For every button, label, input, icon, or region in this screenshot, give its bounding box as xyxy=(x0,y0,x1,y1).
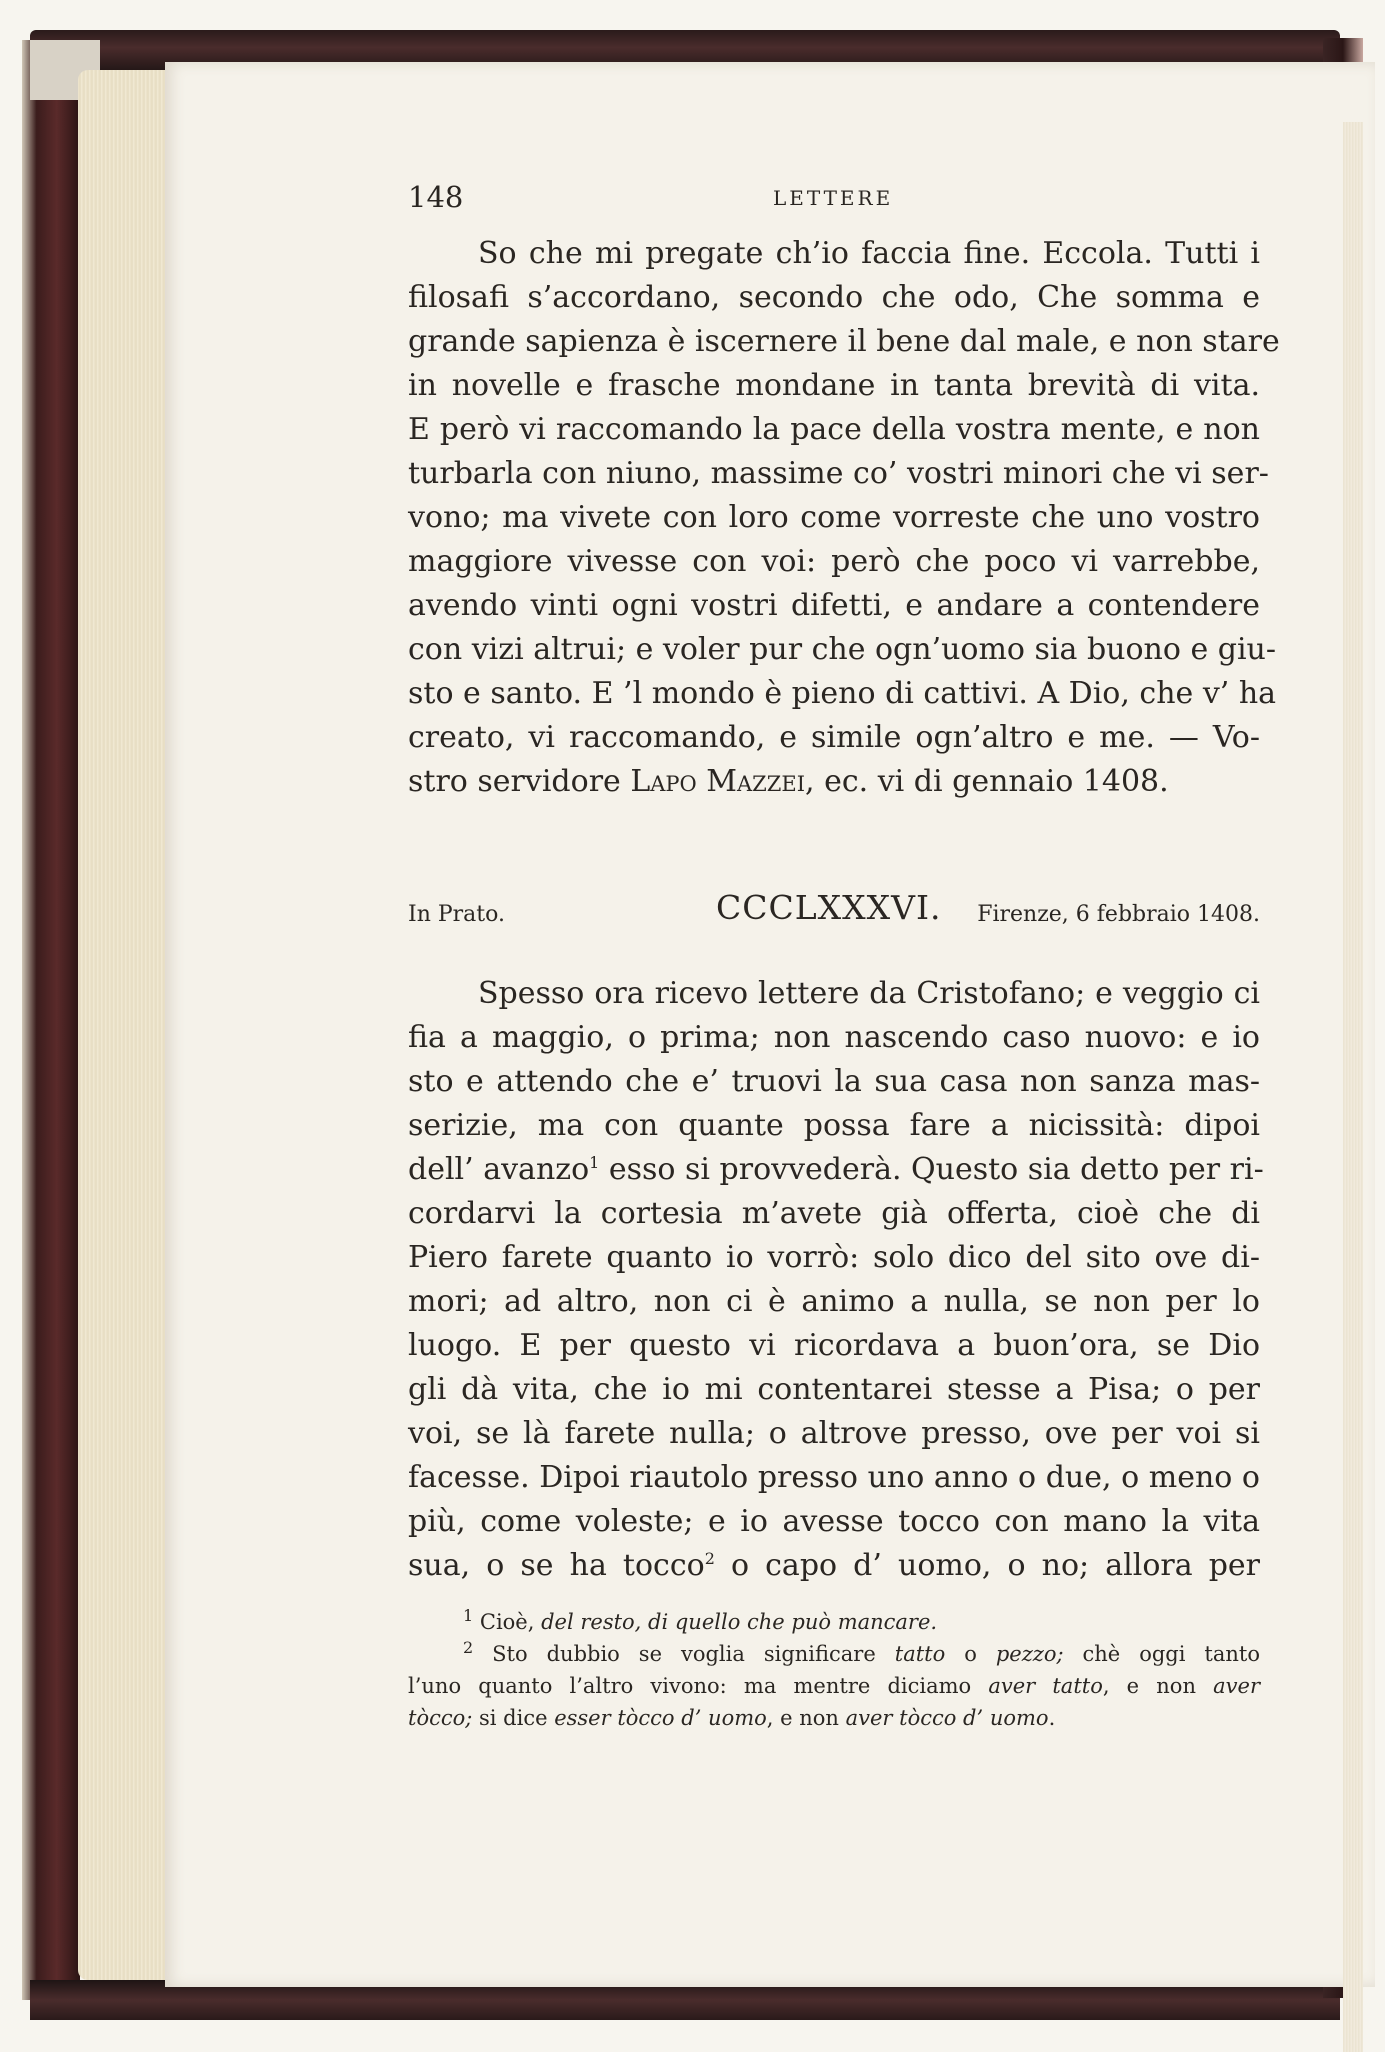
closing-line xyxy=(408,760,1260,804)
footnote-italic: aver xyxy=(1213,1674,1260,1698)
page-edges xyxy=(78,70,178,1980)
closing-post: , ec. vi di gennaio 1408. xyxy=(805,764,1169,799)
text-segment: esso si provvederà. Questo sia detto per ri- xyxy=(599,1152,1264,1187)
text-segment: dell’ avanzo xyxy=(408,1152,590,1187)
footnote-1 xyxy=(463,1606,1260,1638)
text-line: fia a maggio, o prima; non nascendo caso nuovo: e io xyxy=(408,1020,1260,1055)
footnote-italic: tòcco; xyxy=(408,1706,473,1730)
footnote-2-line-2 xyxy=(408,1670,1260,1702)
footnote-2-line-1 xyxy=(463,1638,1260,1670)
letter-place: In Prato. xyxy=(408,902,505,927)
text-line: voi, se là farete nulla; o altrove presso, ove per voi si xyxy=(408,1416,1260,1451)
footnote-text: si dice xyxy=(472,1706,555,1730)
letter-heading xyxy=(408,888,1260,938)
footnote-italic: del resto, di quello che può mancare. xyxy=(541,1610,938,1634)
text-line: sto e santo. E ’l mondo è pieno di cattivi. A Dio, che v’ ha xyxy=(408,676,1277,711)
book-binding-spine xyxy=(22,40,80,2000)
text-line: mori; ad altro, non ci è animo a nulla, se non per lo xyxy=(408,1284,1260,1319)
footnote-italic: pezzo; xyxy=(995,1642,1064,1666)
text-line: gli dà vita, che io mi contentarei stesse a Pisa; o per xyxy=(408,1372,1260,1407)
text-line: avendo vinti ogni vostri difetti, e andare a contendere xyxy=(408,588,1260,623)
footnote-marker-1: 1 xyxy=(589,1153,600,1172)
running-title: LETTERE xyxy=(773,186,894,210)
closing-pre: stro servidore xyxy=(408,764,631,799)
text-line: Piero farete quanto io vorrò: solo dico del sito ove di- xyxy=(408,1240,1260,1275)
text-line: grande sapienza è iscernere il bene dal male, e non stare xyxy=(408,324,1280,359)
text-line: sto e attendo che e’ truovi la sua casa non sanza mas- xyxy=(408,1064,1260,1099)
text-line: So che mi pregate ch’io faccia fine. Eccola. Tutti i xyxy=(478,236,1260,271)
footnote-text: chè oggi tanto xyxy=(1063,1642,1260,1666)
footnote-2-line-3 xyxy=(408,1702,1260,1734)
text-line: con vizi altrui; e voler pur che ogn’uomo sia buono e giu- xyxy=(408,632,1276,667)
text-line: maggiore vivesse con voi: però che poco vi varrebbe, xyxy=(408,544,1260,579)
text-line: facesse. Dipoi riautolo presso uno anno o due, o meno o xyxy=(408,1460,1260,1495)
footnote-number: 2 xyxy=(463,1638,474,1657)
footnote-text: , e non xyxy=(766,1706,846,1730)
footnote-text: . xyxy=(1048,1706,1056,1730)
text-line: serizie, ma con quante possa fare a nicissità: dipoi xyxy=(408,1108,1260,1143)
text-segment: sua, o se ha tocco xyxy=(408,1548,705,1583)
text-line: in novelle e frasche mondane in tanta brevità di vita. xyxy=(408,368,1260,403)
text-line: cordarvi la cortesia m’avete già offerta, cioè che di xyxy=(408,1196,1260,1231)
page-right-edge xyxy=(1343,122,1363,2052)
letter-number: CCCLXXXVI. xyxy=(716,888,942,927)
text-line: E però vi raccomando la pace della vostra mente, e non xyxy=(408,412,1260,447)
text-line: Spesso ora ricevo lettere da Cristofano; e veggio ci xyxy=(478,976,1260,1011)
footnote-text: l’uno quanto l’altro vivono: ma mentre diciamo xyxy=(408,1674,989,1698)
text-line: filosafi s’accordano, secondo che odo, Che somma e xyxy=(408,280,1260,315)
running-head xyxy=(408,180,1260,220)
text-line: più, come voleste; e io avesse tocco con mano la vita xyxy=(408,1504,1260,1539)
text-line xyxy=(408,1148,1264,1192)
footnote-italic: aver tatto xyxy=(988,1674,1103,1698)
text-segment: o capo d’ uomo, o no; allora per xyxy=(714,1548,1261,1583)
footnote-text: , e non xyxy=(1102,1674,1214,1698)
footnote-italic: aver tòcco d’ uomo xyxy=(845,1706,1049,1730)
letter-date: Firenze, 6 febbraio 1408. xyxy=(977,902,1260,927)
text-line: creato, vi raccomando, e simile ogn’altro e me. — Vo- xyxy=(408,720,1260,755)
text-line: turbarla con niuno, massime co’ vostri minori che vi ser- xyxy=(408,456,1269,491)
footnote-text: Sto dubbio se voglia significare xyxy=(492,1642,895,1666)
text-line xyxy=(408,1544,1260,1588)
text-line: vono; ma vivete con loro come vorreste che uno vostro xyxy=(408,500,1260,535)
page-number: 148 xyxy=(408,180,464,214)
footnote-text: o xyxy=(945,1642,996,1666)
footnote-italic: tatto xyxy=(894,1642,946,1666)
footnote-number: 1 xyxy=(463,1606,474,1625)
footnote-italic: esser tòcco d’ uomo xyxy=(554,1706,767,1730)
signature: Lapo Mazzei xyxy=(630,764,805,799)
footnote-marker-2: 2 xyxy=(704,1549,715,1568)
text-line: luogo. E per questo vi ricordava a buon’ora, se Dio xyxy=(408,1328,1260,1363)
footnote-text: Cioè, xyxy=(479,1610,542,1634)
